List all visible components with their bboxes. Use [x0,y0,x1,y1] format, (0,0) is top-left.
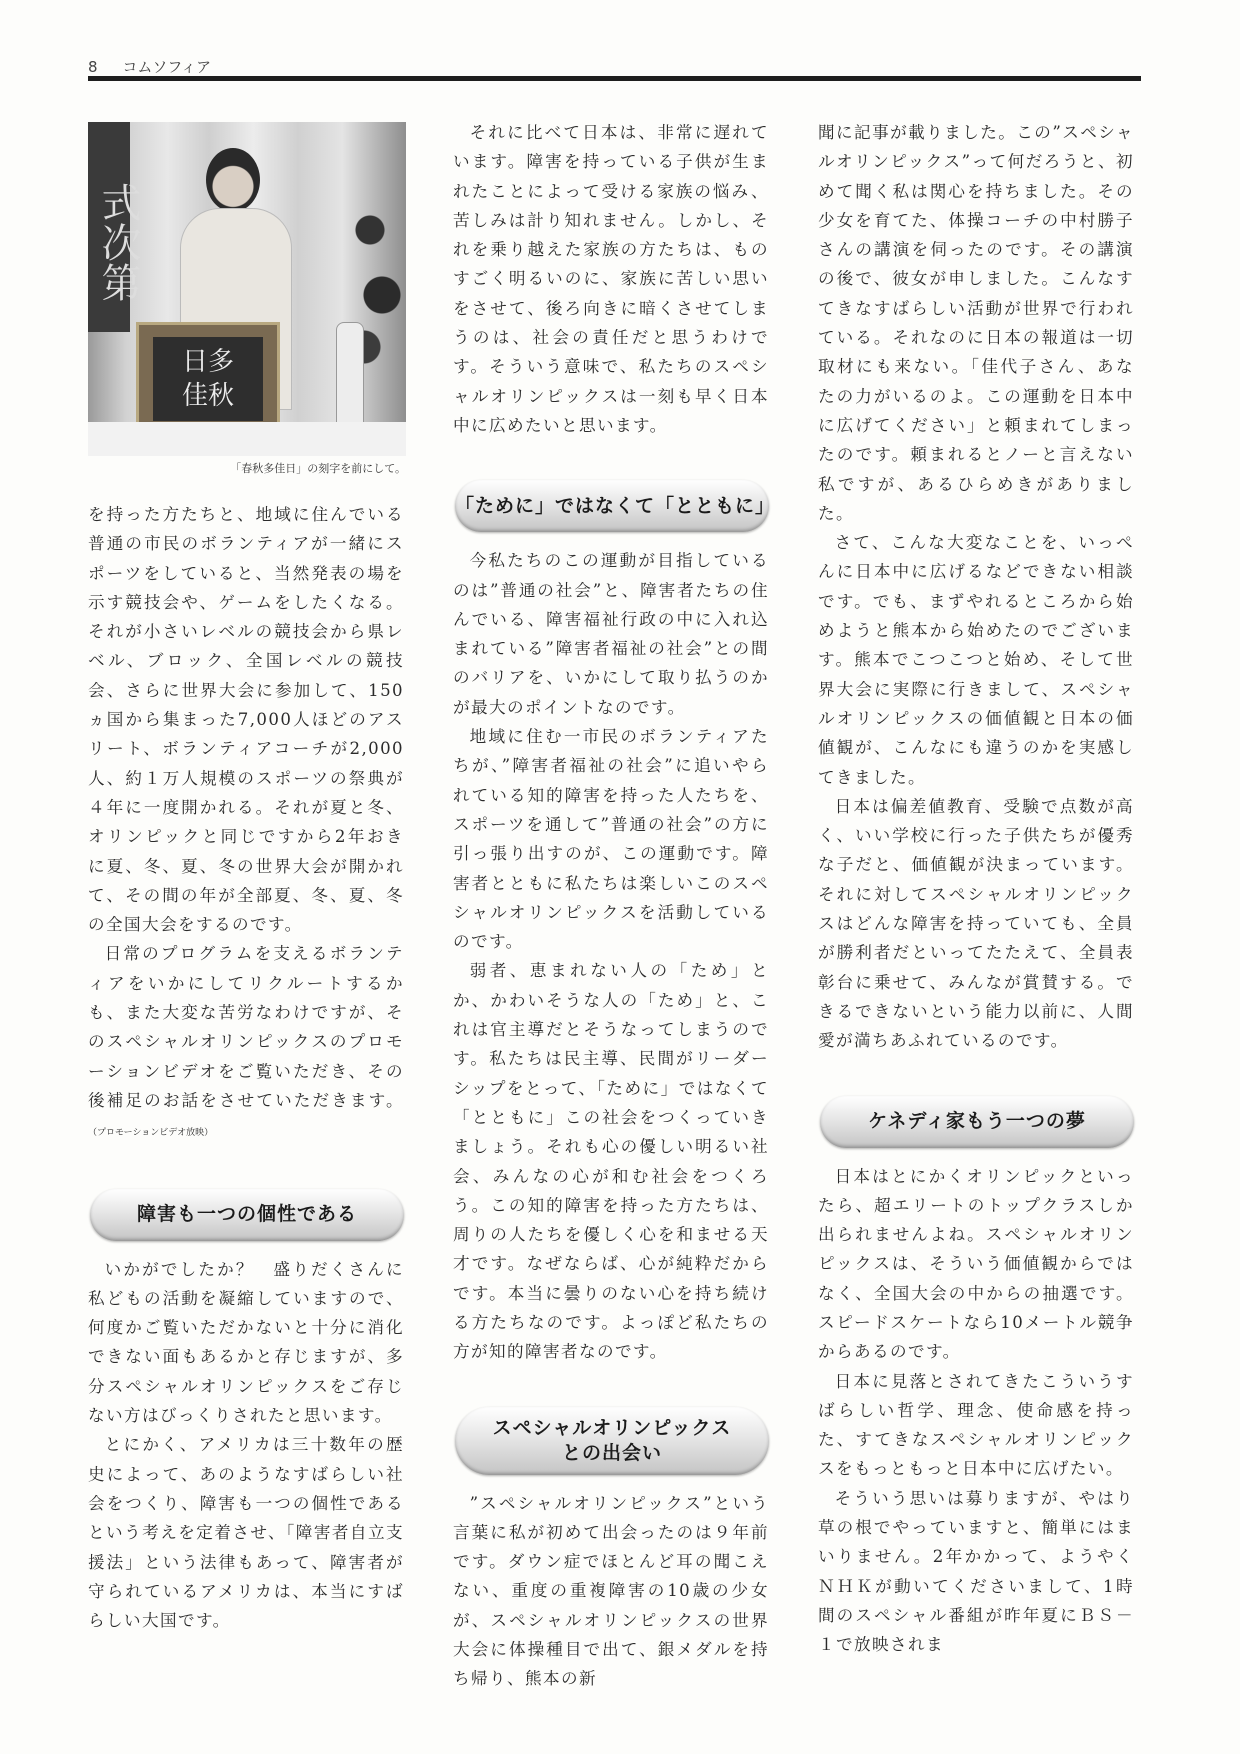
paragraph: 弱者、恵まれない人の「ため」とか、かわいそうな人の「ため」と、これは官主導だとそうなってしまうのです。私たちは民主導、民間がリーダーシップをとって、「ために」ではなくて「とともに」この社会をつくっていきましょう。それも心の優しい明るい社会、みんなの心が和む社会をつくろう。この知的障害を持った方たちは、周りの人たちを優しく心を和ませる天才です。なぜならば、心が純粋だからです。本当に曇りのない心を持ち続ける方たちなのです。よっぽど私たちの方が知的障害者なのです。 [453,961,769,1362]
page-number: 8 [88,58,98,76]
paragraph: 今私たちのこの運動が目指しているのは”普通の社会”と、障害者たちの住んでいる、障害福祉行政の中に入れ込まれている”障害者福祉の社会”との間のバリアを、いかにして取り払うのかが最大のポイントなのです。 [453,551,769,717]
page-header [88,56,1140,77]
column-1 [88,500,404,1635]
engraving-frame [136,322,280,436]
blackboard [88,122,141,332]
engraving-text: 日多 佳秋 [153,337,263,421]
paragraph: 日本はとにかくオリンピックといったら、超エリートのトップクラスしか出られませんよね。スペシャルオリンピックスは、そういう価値観からではなく、全国大会の中からの抽選です。スピードスケートなら10メートル競争からあるのです。 [818,1166,1134,1362]
column-3 [818,118,1134,1660]
photo [88,122,406,456]
photo-caption: 「春秋多佳日」の刻字を前にして。 [230,462,406,475]
paragraph: とにかく、アメリカは三十数年の歴史によって、あのようなすばらしい社会をつくり、障害も一つの個性であるという考えを定着させ、「障害者自立支援法」という法律もあって、障害者が守られているアメリカは、本当にすばらしい大国です。 [88,1435,404,1631]
person-head [206,148,260,212]
paragraph: を持った方たちと、地域に住んでいる普通の市民のボランティアが一緒にスポーツをしていると、当然発表の場を示す競技会や、ゲームをしたくなる。それが小さいレベルの競技会から県レベル、ブロック、全国レベルの競技会、さらに世界大会に参加して、150ヵ国から集まった7,000人ほどのアスリート、ボランティアコーチが2,000人、約１万人規模のスポーツの祭典が４年に一度開かれる。それが夏と冬、オリンピックと同じですから2年おきに夏、冬、夏、冬の世界大会が開かれて、その間の年が全部夏、冬、夏、冬の全国大会をするのです。 [88,505,404,935]
paragraph: さて、こんな大変なことを、いっぺんに日本中に広げるなどできない相談です。でも、まずやれるところから始めようと熊本から始めたのでございます。熊本でこつこつと始め、そして世界大会に実際に行きまして、スペシャルオリンピックスの価値観と日本の価値観が、こんなにも違うのかを実感してきました。 [818,533,1134,787]
paragraph: 地域に住む一市民のボランティアたちが、”障害者福祉の社会”に追いやられている知的障害を持った人たちを、スポーツを通して”普通の社会”の方に引っ張り出すのが、この運動です。障害者とともに私たちは楽しいこのスペシャルオリンピックスを活動しているのです。 [453,727,769,952]
section-heading: 障害も一つの個性である [90,1189,404,1241]
column-2 [453,118,776,1694]
paragraph: 日本に見落とされてきたこういうすばらしい哲学、理念、使命感を持った、すてきなスペシャルオリンピックスをもっともっと日本中に広げたい。 [818,1371,1134,1479]
section-heading: ケネディ家もう一つの夢 [820,1096,1134,1148]
paragraph: 聞に記事が載りました。この”スペシャルオリンピックス”って何だろうと、初めて聞く私は関心を持ちました。その少女を育てた、体操コーチの中村勝子さんの講演を伺ったのです。その講演の後で、彼女が申しました。こんなすてきなすばらしい活動が世界で行われている。それなのに日本の報道は一切取材にも来ない。「佳代子さん、あなたの力がいるのよ。この運動を日本中に広げてください」と頼まれてしまったのです。頼まれるとノーと言えない私ですが、あるひらめきがありました。 [818,123,1134,523]
table [88,422,406,456]
section-heading: 「ために」ではなくて「とともに」 [455,480,769,532]
magazine-title: コムソフィア [122,58,212,76]
paragraph: それに比べて日本は、非常に遅れています。障害を持っている子供が生まれたことによって受ける家族の悩み、苦しみは計り知れません。しかし、それを乗り越えた家族の方たちは、ものすごく明るいのに、家族に苦しい思いをさせて、後ろ向きに暗くさせてしまうのは、社会の責任だと思うわけです。そういう意味で、私たちのスペシャルオリンピックスは一刻も早く日本中に広めたいと思います。 [453,123,769,435]
paragraph: そういう思いは募りますが、やはり草の根でやっていますと、簡単にはまいりません。2年かかって、ようやくＮＨＫが動いてくださいまして、1時間のスペシャル番組が昨年夏にＢＳ－１で放映されま [818,1488,1134,1655]
paragraph: いかがでしたか？ 盛りだくさんに私どもの活動を凝縮していますので、何度かご覧いただかないと十分に消化できない面もあるかと存じますが、多分スペシャルオリンピックスをご存じない方はびっくりされたと思います。 [88,1259,404,1426]
paragraph-text: 日常のプログラムを支えるボランティアをいかにしてリクルートするかも、また大変な苦労なわけですが、そのスペシャルオリンピックスのプロモーションビデオをご覧いただき、その後補足のお話をさせていただきます。 [88,944,404,1110]
header-rule [88,76,1141,81]
video-note: （プロモーションビデオ放映） [88,1128,214,1139]
paragraph: 日本は偏差値教育、受験で点数が高く、いい学校に行った子供たちが優秀な子だと、価値観が決まっています。それに対してスペシャルオリンピックスはどんな障害を持っていても、全員が勝利者だといってたたえて、全員表彰台に乗せて、みんなが賞賛する。できるできないという能力以前に、人間愛が満ちあふれているのです。 [818,796,1134,1051]
paragraph [88,939,404,1148]
blackboard-text: 式次第 [95,182,141,302]
paragraph: ”スペシャルオリンピックス”という言葉に私が初めて出会ったのは９年前です。ダウン症でほとんど耳の聞こえない、重度の重複障害の10歳の少女が、スペシャルオリンピックスの世界大会に体操種目で出て、銀メダルを持ち帰り、熊本の新 [453,1493,769,1689]
section-heading: スペシャルオリンピックス との出会い [455,1407,769,1475]
